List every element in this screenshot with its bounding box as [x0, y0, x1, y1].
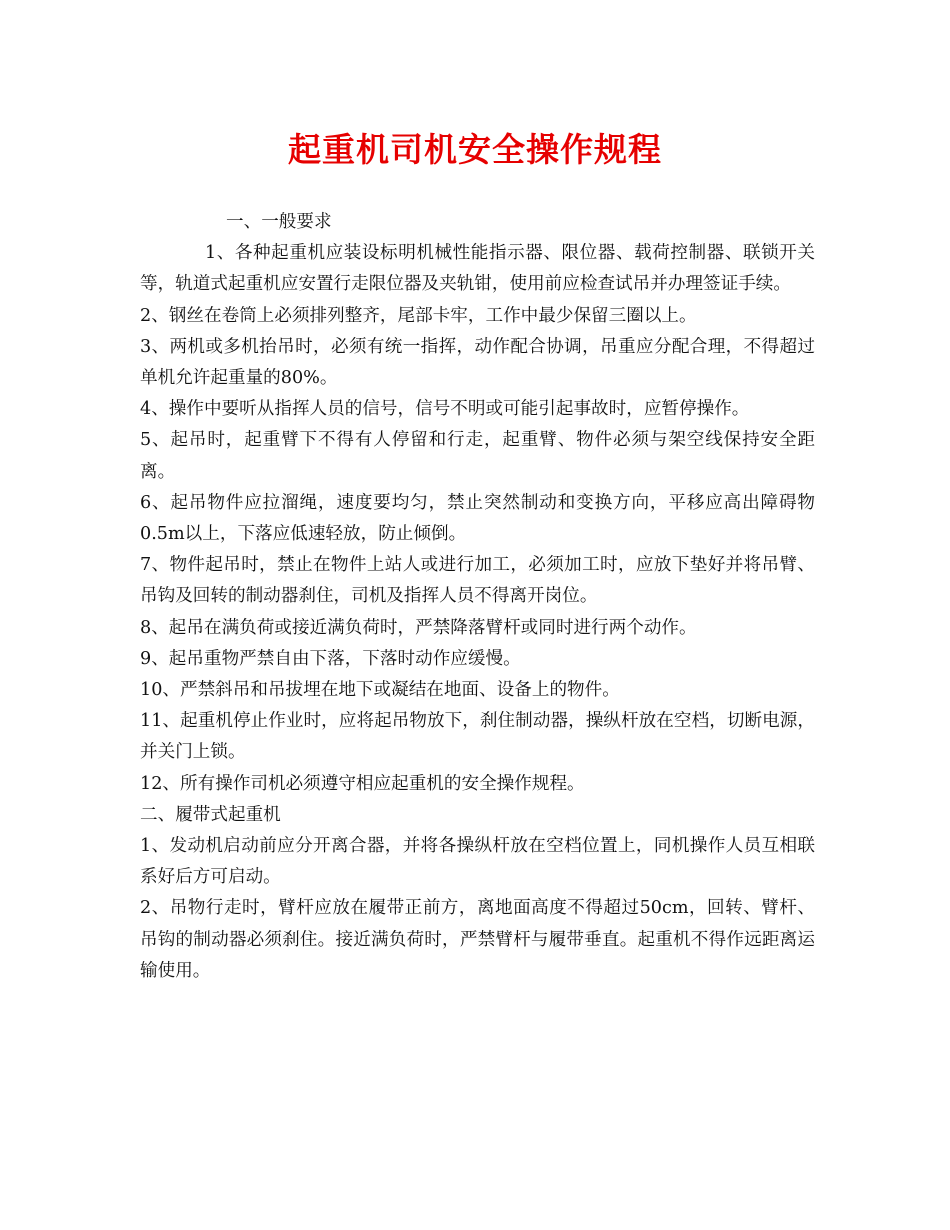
paragraph-general-5: 5、起吊时，起重臂下不得有人停留和行走，起重臂、物件必须与架空线保持安全距离。: [140, 430, 815, 482]
paragraph-general-7: 7、物件起吊时，禁止在物件上站人或进行加工，必须加工时，应放下垫好并将吊臂、吊钩及回转的制动器刹住，司机及指挥人员不得离开岗位。: [140, 555, 815, 607]
paragraph-general-4: 4、操作中要听从指挥人员的信号，信号不明或可能引起事故时，应暂停操作。: [140, 399, 750, 420]
paragraph-crawler-2: 2、吊物行走时，臂杆应放在履带正前方，离地面高度不得超过50cm，回转、臂杆、吊钩的制动器必须刹住。接近满负荷时，严禁臂杆与履带垂直。起重机不得作远距离运输使用。: [140, 898, 815, 981]
paragraph-crawler-1: 1、发动机启动前应分开离合器，并将各操纵杆放在空档位置上，同机操作人员互相联系好后方可启动。: [140, 836, 815, 888]
paragraph-general-12: 12、所有操作司机必须遵守相应起重机的安全操作规程。: [140, 773, 585, 794]
section-heading-crawler: 二、履带式起重机: [140, 804, 281, 825]
section-heading-general: 一、一般要求: [226, 212, 332, 232]
paragraph-general-9: 9、起吊重物严禁自由下落，下落时动作应缓慢。: [140, 648, 521, 669]
paragraph-general-1: 1、各种起重机应装设标明机械性能指示器、限位器、载荷控制器、联锁开关等，轨道式起重机应安置行走限位器及夹轨钳，使用前应检查试吊并办理签证手续。: [140, 243, 815, 295]
paragraph-general-10: 10、严禁斜吊和吊拔埋在地下或凝结在地面、设备上的物件。: [140, 680, 620, 701]
paragraph-general-6: 6、起吊物件应拉溜绳，速度要均匀，禁止突然制动和变换方向，平移应高出障碍物0.5m以上，下落应低速轻放，防止倾倒。: [140, 492, 815, 545]
paragraph-general-2: 2、钢丝在卷筒上必须排列整齐，尾部卡牢，工作中最少保留三圈以上。: [140, 305, 697, 326]
paragraph-general-11: 11、起重机停止作业时，应将起吊物放下，刹住制动器，操纵杆放在空档，切断电源，并关门上锁。: [140, 711, 815, 763]
document-title: 起重机司机安全操作规程: [288, 130, 662, 169]
paragraph-general-8: 8、起吊在满负荷或接近满负荷时，严禁降落臂杆或同时进行两个动作。: [140, 617, 697, 638]
paragraph-general-3: 3、两机或多机抬吊时，必须有统一指挥，动作配合协调，吊重应分配合理，不得超过单机允许起重量的80%。: [140, 336, 815, 389]
document-body: [140, 207, 815, 987]
